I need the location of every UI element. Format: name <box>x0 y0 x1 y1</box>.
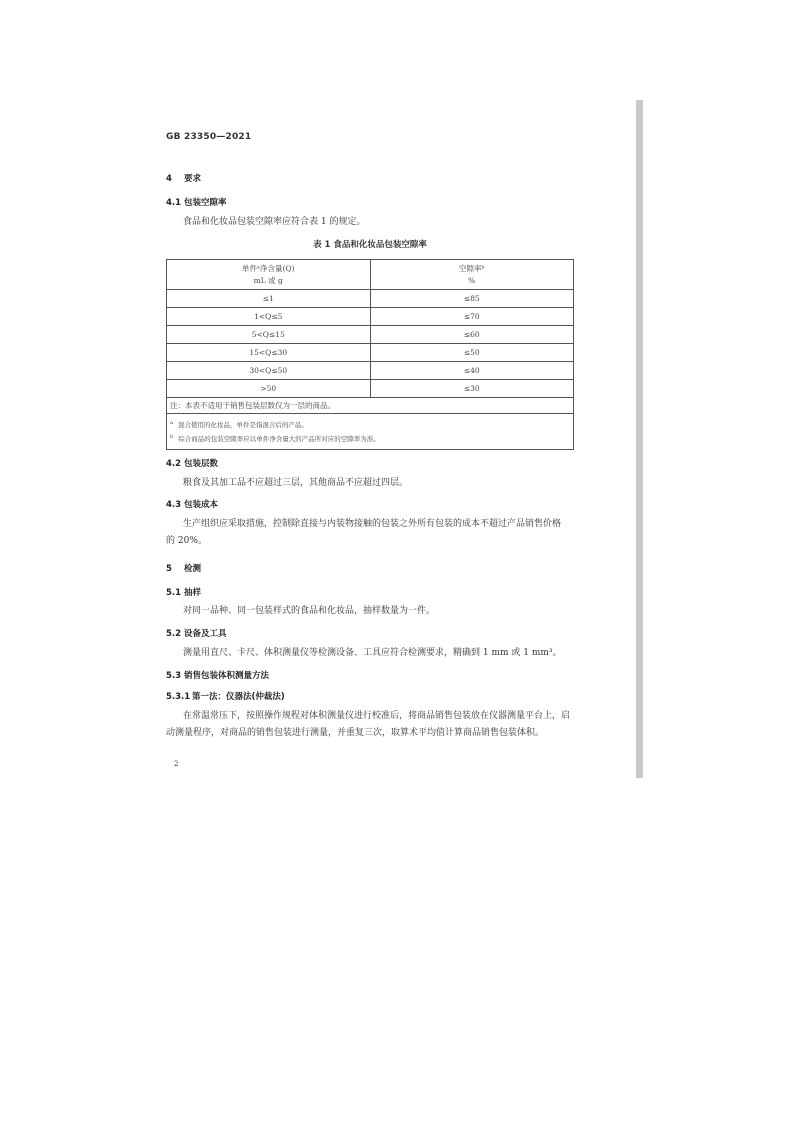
section-4-1-text: 食品和化妆品包装空隙率应符合表 1 的规定。 <box>183 217 366 227</box>
table-1-caption: 表 1 食品和化妆品包装空隙率 <box>313 240 427 250</box>
section-5-heading: 5 检测 <box>166 564 202 574</box>
section-4-3-heading: 4.3 包装成本 <box>166 500 219 510</box>
table-row: >50 ≤30 <box>167 380 574 398</box>
section-4-1-heading: 4.1 包装空隙率 <box>166 198 227 208</box>
table-header-row <box>167 260 574 290</box>
table-row: ≤1 ≤85 <box>167 290 574 308</box>
table-row: 30<Q≤50 ≤40 <box>167 362 574 380</box>
table-1 <box>166 259 574 450</box>
section-5-2-text: 测量用直尺、卡尺、体积测量仪等检测设备、工具应符合检测要求，精确到 1 mm 或 1 mm³。 <box>183 648 562 658</box>
section-5-3-heading: 5.3 销售包装体积测量方法 <box>166 671 270 681</box>
section-5-1-text: 对同一品种、同一包装样式的食品和化妆品，抽样数量为一件。 <box>183 606 436 616</box>
table-row: 5<Q≤15 ≤60 <box>167 326 574 344</box>
footnote-a: $^a$ 混合使用的化妆品，单件是指混合后的产品。 <box>170 420 308 430</box>
standard-code: GB 23350—2021 <box>166 132 252 142</box>
section-4-2-heading: 4.2 包装层数 <box>166 459 219 469</box>
page-number: 2 <box>174 760 179 768</box>
table-row: 15<Q≤30 ≤50 <box>167 344 574 362</box>
table-row: 1<Q≤5 ≤70 <box>167 308 574 326</box>
header-void-ratio: 空隙率ᵇ % <box>370 260 574 290</box>
table-note-row <box>167 398 574 414</box>
table-note: 注：本表不适用于销售包装层数仅为一层的商品。 <box>167 398 574 414</box>
section-4-heading: 4 要求 <box>166 174 202 184</box>
section-4-3-text: 生产组织应采取措施，控制除直接与内装物接触的包装之外所有包装的成本不超过产品销售价格 的 20%。 <box>166 519 562 546</box>
section-5-1-heading: 5.1 抽样 <box>166 588 202 598</box>
header-net-content: 单件ᵃ净含量(Q) mL 或 g <box>167 260 371 290</box>
vertical-scrollbar[interactable] <box>636 100 643 778</box>
section-4-2-text: 粮食及其加工品不应超过三层，其他商品不应超过四层。 <box>183 478 409 488</box>
section-5-3-1-heading: 5.3.1 第一法：仪器法(仲裁法) <box>166 692 285 702</box>
table-footnote-row <box>167 414 574 450</box>
section-5-3-1-text: 在常温常压下，按照操作规程对体积测量仪进行校准后，将商品销售包装放在仪器测量平台上，启 动测量程序，对商品的销售包装进行测量，并重复三次，取算术平均值计算商品销售包装体积。 <box>166 711 571 738</box>
footnote-b: $^b$ 综合商品的包装空隙率应以单件净含量大的产品所对应的空隙率为准。 <box>170 434 380 444</box>
section-5-2-heading: 5.2 设备及工具 <box>166 629 227 639</box>
